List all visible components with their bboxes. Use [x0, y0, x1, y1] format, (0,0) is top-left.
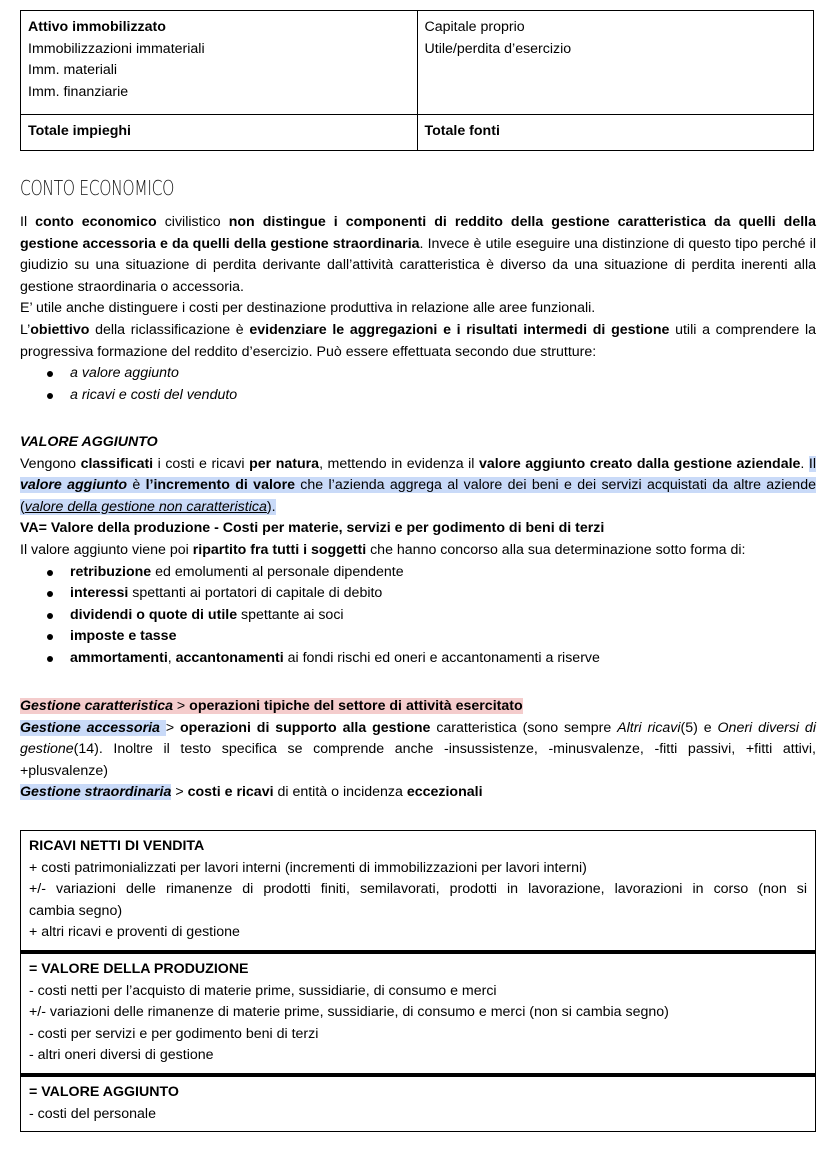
schema-line: cambia segno) — [29, 902, 123, 919]
gestione-accessoria: Gestione accessoria > operazioni di supporto alla gestione caratteristica (sono sempre Altri ricavi(5) e Oneri diversi di gestione(14). Inoltre il testo specifica se comprende anche -insussistenze, -minusvalenze, -fitti passivi, +fitti attivi, +plusvalenze) — [20, 719, 816, 779]
valore-aggiunto-block — [20, 432, 816, 670]
list-item: retribuzione ed emolumenti al personale dipendente — [20, 562, 816, 584]
schema-section-title: RICAVI NETTI DI VENDITA — [29, 838, 205, 854]
schema-line: +/- variazioni delle rimanenze di materie prime, sussidiarie, di consumo e merci (non si cambia segno) — [29, 1004, 669, 1021]
list-item: a ricavi e costi del venduto — [20, 385, 816, 407]
balance-table — [20, 10, 814, 151]
schema-line: - costi per servizi e per godimento beni di terzi — [29, 1025, 319, 1042]
valore-aggiunto-heading: VALORE AGGIUNTO — [20, 434, 158, 450]
highlighted-definition: Il valore aggiunto è l’incremento di valore che l’azienda aggrega al valore dei beni e dei servizi acquistati da altre aziende (valore della gestione non caratteristica). — [20, 455, 816, 515]
assets-item: Imm. materiali — [28, 62, 118, 79]
riclassificazione-schema — [20, 830, 816, 1132]
total-fonti-cell: Totale fonti — [417, 115, 814, 151]
ripartizione-list — [20, 562, 816, 670]
liabilities-cell — [417, 11, 814, 115]
structure-list — [20, 363, 816, 406]
schema-section-valore-aggiunto — [20, 1074, 816, 1132]
liabilities-item: Utile/perdita d’esercizio — [424, 40, 572, 57]
va-formula: VA= Valore della produzione - Costi per materie, servizi e per godimento di beni di terzi — [20, 520, 605, 537]
assets-cell — [21, 11, 418, 115]
valore-aggiunto-paragraph: Vengono classificati i costi e ricavi per natura, mettendo in evidenza il valore aggiunto creato dalla gestione aziendale. Il valore aggiunto è l’incremento di valore che l’azienda aggrega al valore dei beni e dei servizi acquistati da altre aziende (valore della gestione non caratteristica). — [20, 455, 816, 515]
ripartizione-paragraph: Il valore aggiunto viene poi ripartito fra tutti i soggetti che hanno concorso alla sua determinazione sotto forma di: — [20, 541, 746, 558]
assets-title: Attivo immobilizzato — [28, 19, 166, 35]
gestione-caratteristica: Gestione caratteristica > operazioni tipiche del settore di attività esercitato — [20, 698, 523, 714]
total-impieghi-cell: Totale impieghi — [21, 115, 418, 151]
list-item: interessi spettanti ai portatori di capitale di debito — [20, 583, 816, 605]
schema-section-title: = VALORE AGGIUNTO — [29, 1083, 179, 1100]
schema-line: + costi patrimonializzati per lavori interni (incrementi di immobilizzazioni per lavori interni) — [29, 859, 587, 876]
schema-section-title: = VALORE DELLA PRODUZIONE — [29, 960, 249, 977]
schema-line: +/- variazioni delle rimanenze di prodotti finiti, semilavorati, prodotti in lavorazione, lavorazioni in corso (non si — [29, 881, 807, 898]
list-item: a valore aggiunto — [20, 363, 816, 385]
intro-paragraph-3: L’obiettivo della riclassificazione è evidenziare le aggregazioni e i risultati intermedi di gestione utili a comprendere la progressiva formazione del reddito d’esercizio. Può essere effettuata secondo due strutture: — [20, 321, 816, 360]
intro-paragraph-2: E’ utile anche distinguere i costi per destinazione produttiva in relazione alle aree funzionali. — [20, 300, 596, 317]
liabilities-item: Capitale proprio — [424, 19, 525, 35]
schema-line: + altri ricavi e proventi di gestione — [29, 924, 240, 941]
gestioni-block — [20, 696, 816, 804]
intro-paragraph-1: Il conto economico civilistico non distingue i componenti di reddito della gestione caratteristica da quelli della gestione accessoria e da quelli della gestione straordinaria. Invece è utile eseguire una distinzione di questo tipo perché il giudizio su una situazione di perdita derivante dall’attività caratteristica è diverso da una situazione di perdita inerenti alla gestione straordinaria o accessoria. — [20, 214, 816, 295]
gestione-straordinaria: Gestione straordinaria > costi e ricavi di entità o incidenza eccezionali — [20, 784, 483, 801]
schema-section-ricavi — [20, 830, 816, 951]
list-item: ammortamenti, accantonamenti ai fondi rischi ed oneri e accantonamenti a riserve — [20, 648, 816, 670]
schema-section-valore-produzione — [20, 951, 816, 1074]
assets-item: Imm. finanziarie — [28, 83, 129, 100]
schema-line: - costi netti per l’acquisto di materie prime, sussidiarie, di consumo e merci — [29, 982, 497, 999]
schema-line: - altri oneri diversi di gestione — [29, 1047, 214, 1064]
schema-line: - costi del personale — [29, 1105, 156, 1122]
list-item: dividendi o quote di utile spettante ai soci — [20, 605, 816, 627]
section-title: CONTO ECONOMICO — [20, 176, 174, 200]
list-item: imposte e tasse — [20, 626, 816, 648]
intro-block — [20, 212, 816, 406]
assets-item: Immobilizzazioni immateriali — [28, 40, 205, 57]
